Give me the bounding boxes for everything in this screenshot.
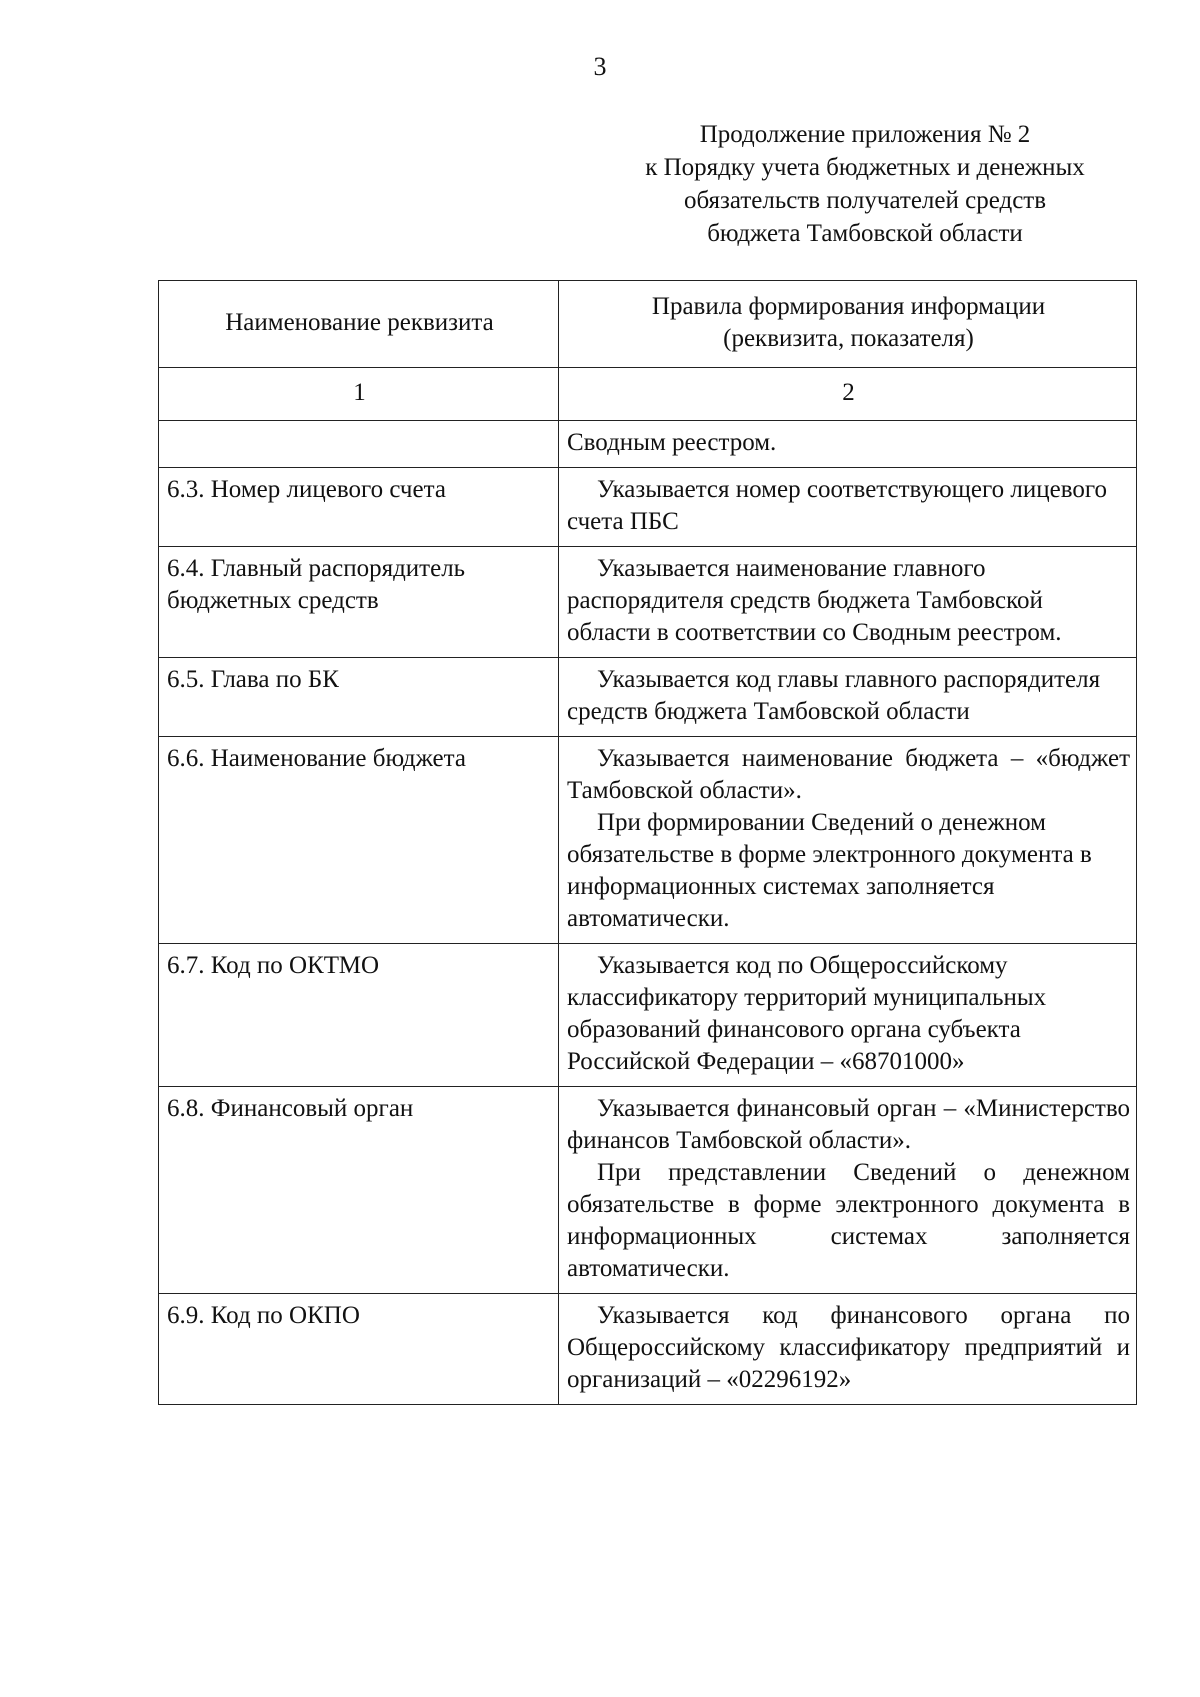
- table-row: [159, 658, 1137, 737]
- table-row: [159, 421, 1137, 468]
- rule-paragraph: Указывается наименование бюджета – «бюджет Тамбовской области».: [567, 745, 1130, 804]
- rule-paragraph: Указывается номер соответствующего лицевого счета ПБС: [567, 476, 1107, 535]
- appendix-header-line: к Порядку учета бюджетных и денежных: [645, 154, 1085, 181]
- row-name-cell: 6.9. Код по ОКПО: [159, 1294, 559, 1405]
- row-rule-cell: [559, 737, 1137, 944]
- row-rule-cell: [559, 1294, 1137, 1405]
- row-rule-cell: [559, 547, 1137, 658]
- appendix-header-line: Продолжение приложения № 2: [699, 121, 1031, 148]
- table-header-row: [159, 281, 1137, 368]
- table-row: [159, 547, 1137, 658]
- column-header-rules-line1: Правила формирования информации: [651, 293, 1046, 320]
- rule-paragraph: Сводным реестром.: [567, 429, 777, 456]
- requisites-table: [158, 280, 1137, 1405]
- row-name-cell: 6.7. Код по ОКТМО: [159, 944, 559, 1087]
- appendix-header-line: обязательств получателей средств: [683, 187, 1047, 214]
- table-row: [159, 468, 1137, 547]
- rule-paragraph: При формировании Сведений о денежном обязательстве в форме электронного документа в информационных системах заполняется автоматически.: [567, 809, 1092, 932]
- row-rule-cell: [559, 468, 1137, 547]
- table-row: [159, 1294, 1137, 1405]
- table-numbering-row: [159, 368, 1137, 421]
- appendix-header: [600, 118, 1130, 250]
- rule-paragraph: Указывается код финансового органа по Общероссийскому классификатору предприятий и организаций – «02296192»: [567, 1302, 1130, 1393]
- row-name-cell: 6.4. Главный распорядитель бюджетных средств: [159, 547, 559, 658]
- table-row: [159, 944, 1137, 1087]
- row-name-cell: 6.6. Наименование бюджета: [159, 737, 559, 944]
- row-rule-cell: [559, 944, 1137, 1087]
- column-header-rules-line2: (реквизита, показателя): [723, 325, 974, 352]
- rule-paragraph: Указывается код по Общероссийскому классификатору территорий муниципальных образований финансового органа субъекта Российской Федерации – «68701000»: [567, 952, 1047, 1075]
- page-number: 3: [593, 52, 607, 81]
- row-name-cell: 6.8. Финансовый орган: [159, 1087, 559, 1294]
- column-number-1: 1: [159, 368, 559, 421]
- column-header-rules: [559, 281, 1137, 368]
- row-name-cell: [159, 421, 559, 468]
- row-rule-cell: [559, 658, 1137, 737]
- appendix-header-line: бюджета Тамбовской области: [707, 220, 1023, 247]
- row-rule-cell: [559, 421, 1137, 468]
- row-rule-cell: [559, 1087, 1137, 1294]
- rule-paragraph: Указывается наименование главного распорядителя средств бюджета Тамбовской области в соответствии со Сводным реестром.: [567, 555, 1062, 646]
- rule-paragraph: Указывается код главы главного распорядителя средств бюджета Тамбовской области: [567, 666, 1101, 725]
- table-row: [159, 1087, 1137, 1294]
- rule-paragraph: Указывается финансовый орган – «Министерство финансов Тамбовской области».: [567, 1095, 1130, 1154]
- column-header-name: Наименование реквизита: [159, 281, 559, 368]
- column-number-2: 2: [559, 368, 1137, 421]
- row-name-cell: 6.5. Глава по БК: [159, 658, 559, 737]
- table-row: [159, 737, 1137, 944]
- rule-paragraph: При представлении Сведений о денежном обязательстве в форме электронного документа в информационных системах заполняется автоматически.: [567, 1159, 1130, 1282]
- row-name-cell: 6.3. Номер лицевого счета: [159, 468, 559, 547]
